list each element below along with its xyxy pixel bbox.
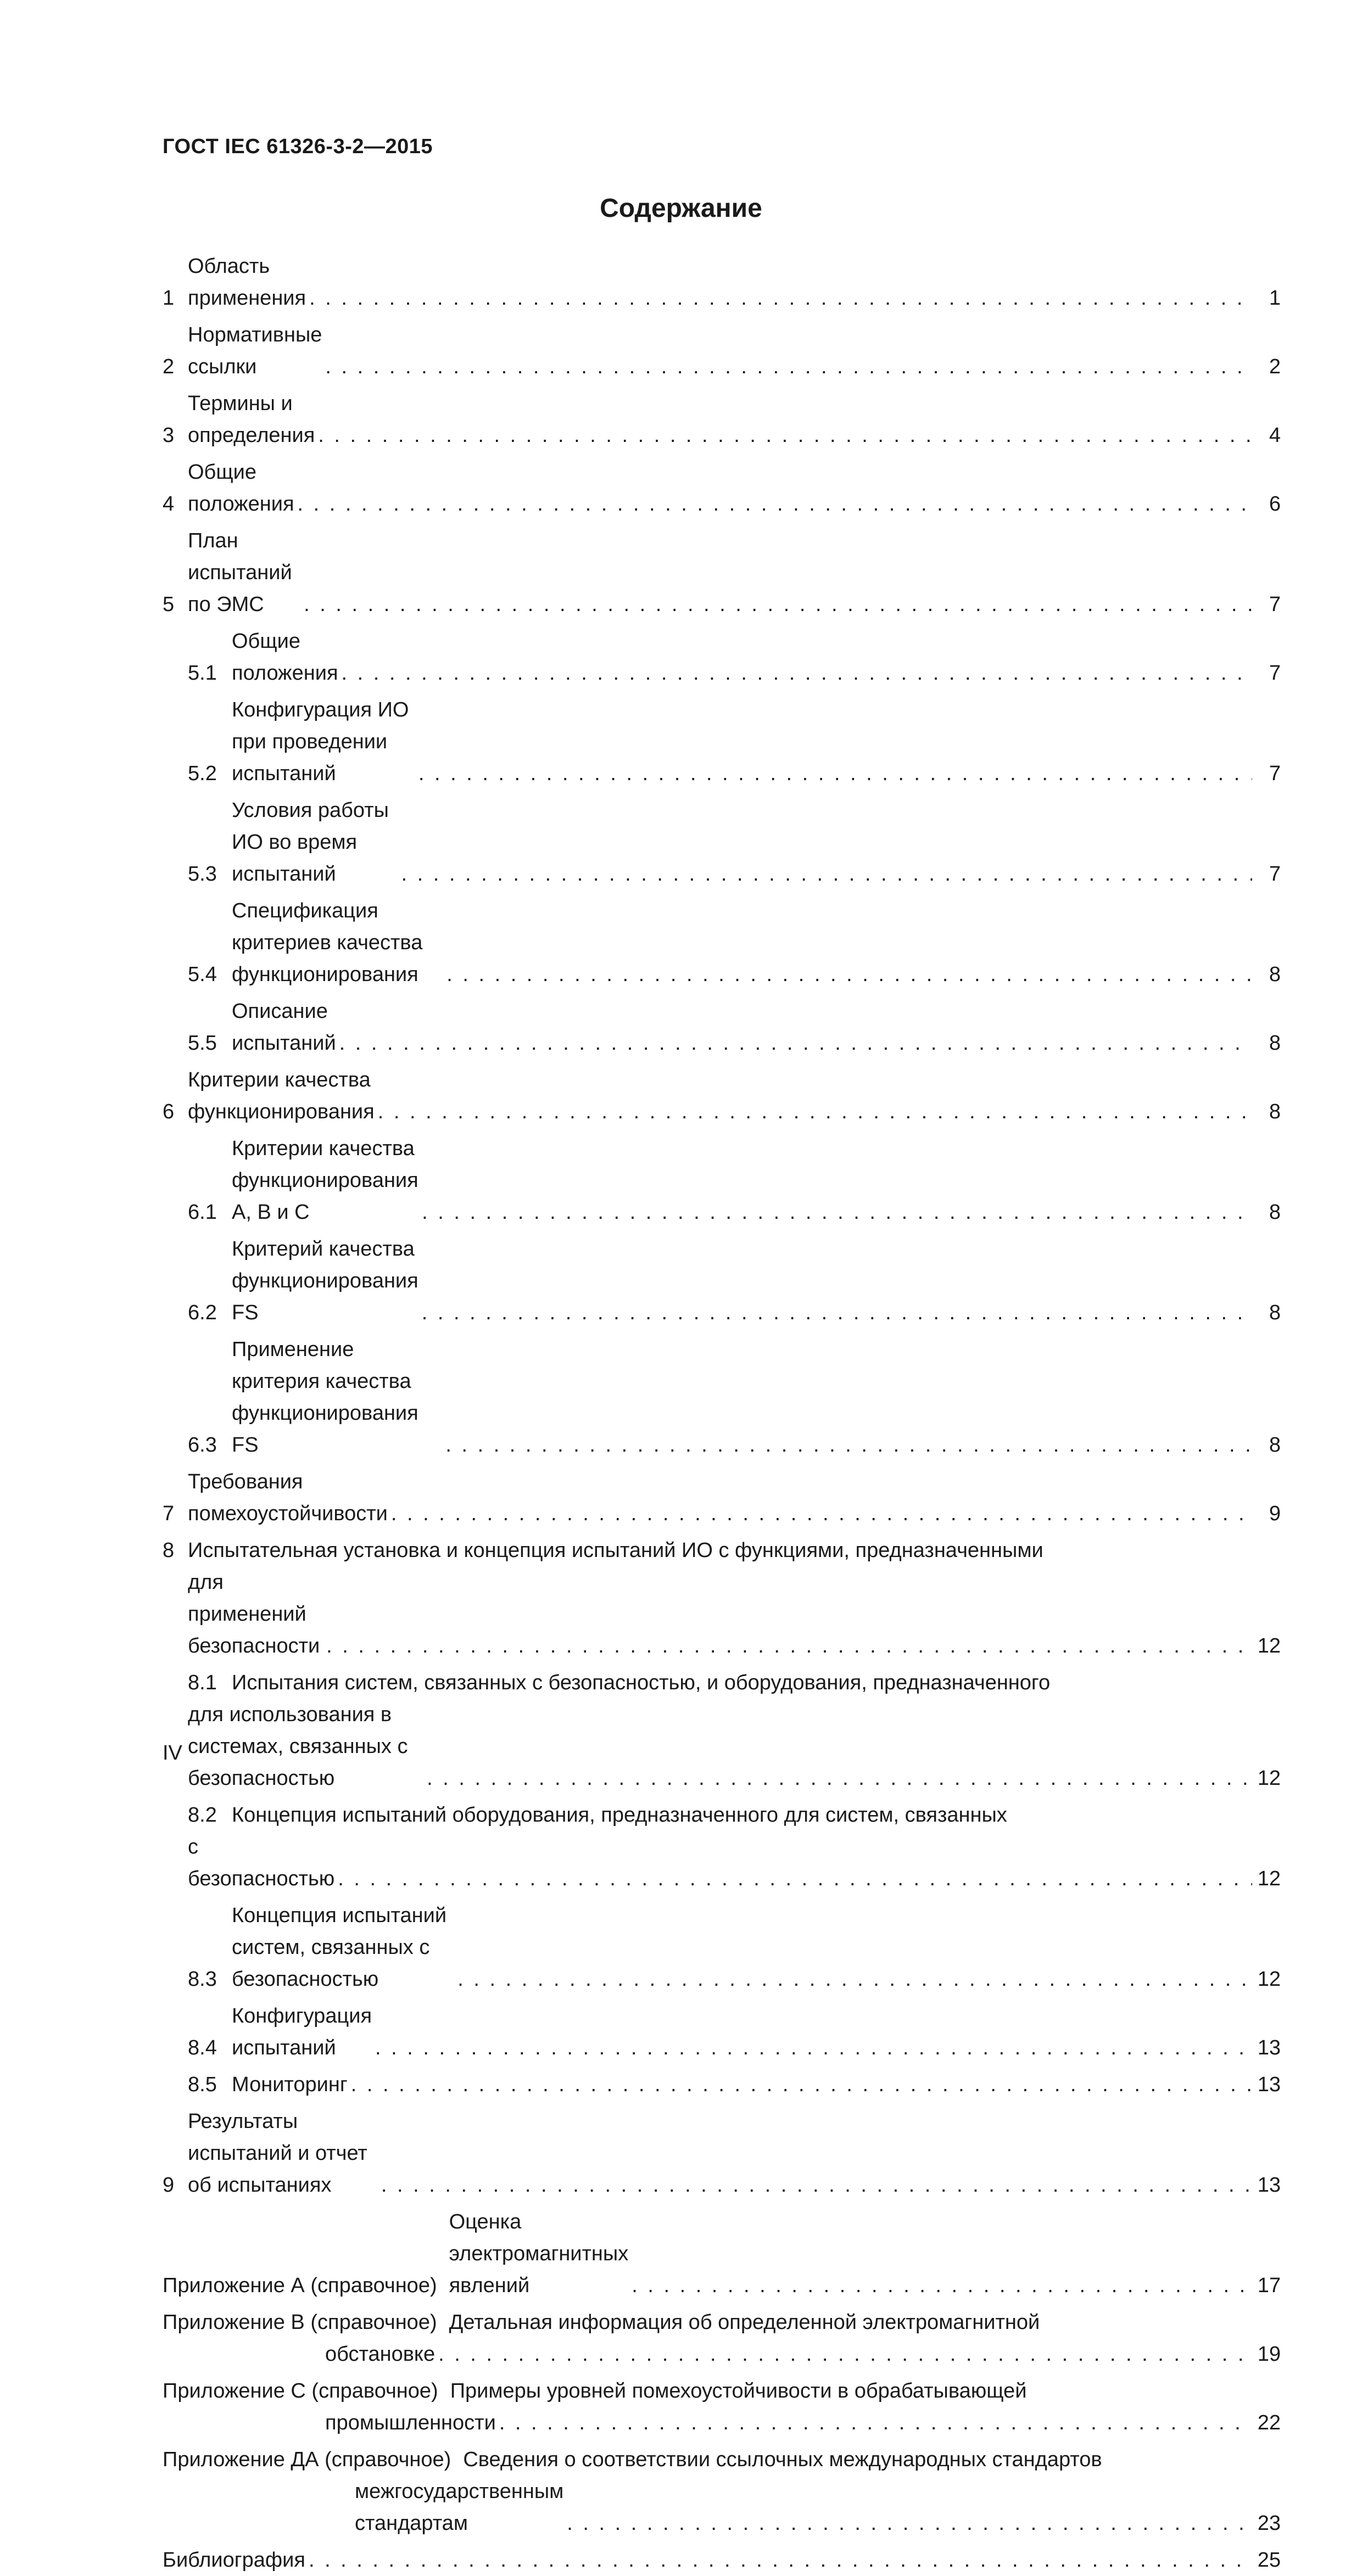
toc-entry-title: Условия работы ИО во время испытаний (232, 799, 389, 886)
toc-title: Содержание (600, 194, 762, 223)
toc-entry-title: План испытаний по ЭМС (188, 529, 292, 616)
toc-entry-bibliography[interactable] (163, 2544, 1281, 2576)
dot-leader (378, 1096, 1252, 1128)
annex-label: Приложение А (справочное) (163, 2274, 437, 2297)
dot-leader (567, 2507, 1252, 2539)
toc-entry[interactable] (163, 1133, 1281, 1228)
toc-entry[interactable] (163, 319, 1281, 383)
toc-entry-title: Концепция испытаний оборудования, предназначенного для систем, связанных (232, 1804, 1007, 1827)
toc-entry-number: 5.3 (188, 863, 217, 886)
toc-entry[interactable] (163, 694, 1281, 789)
toc-entry[interactable] (163, 2105, 1281, 2201)
dot-leader (298, 488, 1252, 520)
toc-entry-title: Детальная информация об определенной электромагнитной (449, 2311, 1040, 2334)
toc-entry-page: 8 (1269, 1100, 1281, 1123)
toc-entry-page: 7 (1269, 762, 1281, 785)
dot-leader (418, 758, 1252, 789)
toc-entry-title: Примеры уровней помехоустойчивости в обрабатывающей (450, 2379, 1027, 2403)
toc-entry-title-continued: для применений безопасности (188, 1571, 320, 1657)
dot-leader (427, 1762, 1252, 1794)
toc-entry-page: 8 (1269, 1032, 1281, 1055)
toc-entry-title: Мониторинг (232, 2073, 348, 2096)
dot-leader (422, 1297, 1252, 1329)
toc-entry-number: 5.2 (188, 762, 217, 785)
toc-entry[interactable] (163, 388, 1281, 451)
toc-entry-page: 22 (1257, 2411, 1281, 2434)
toc-entry-annex-c[interactable] (163, 2375, 1281, 2439)
toc-entry-title: Общие положения (232, 630, 338, 685)
dot-leader (342, 657, 1252, 689)
page-number: IV (163, 1741, 182, 1765)
table-of-contents (163, 250, 1281, 2576)
toc-entry-title-continued: обстановке (325, 2343, 436, 2366)
toc-entry-title: Нормативные ссылки (188, 323, 322, 378)
dot-leader (375, 2032, 1252, 2064)
toc-entry-number: 8.4 (188, 2036, 217, 2059)
toc-entry-title: Критерии качества функционирования А, В и С (232, 1137, 418, 1224)
toc-entry-title: Термины и определения (188, 392, 315, 447)
toc-entry[interactable] (163, 250, 1281, 314)
toc-entry-number: 9 (163, 2174, 175, 2197)
toc-entry-number: 5 (163, 593, 175, 616)
annex-label: Приложение С (справочное) (163, 2379, 438, 2403)
dot-leader (325, 351, 1252, 383)
toc-entry-annex-b[interactable] (163, 2306, 1281, 2370)
toc-entry[interactable] (163, 2069, 1281, 2101)
toc-entry-page: 6 (1269, 492, 1281, 516)
toc-entry-title: Область применения (188, 255, 306, 310)
toc-entry-page: 25 (1257, 2549, 1281, 2572)
toc-entry-title: Критерии качества функционирования (188, 1068, 375, 1123)
toc-entry-title-continued: межгосударственным стандартам (355, 2480, 564, 2535)
toc-entry-page: 12 (1257, 1867, 1281, 1890)
toc-entry-title: Испытания систем, связанных с безопасностью, и оборудования, предназначенного (232, 1671, 1051, 1694)
annex-label: Приложение В (справочное) (163, 2311, 437, 2334)
toc-entry-title: Конфигурация испытаний (232, 2004, 372, 2059)
dot-leader (318, 419, 1252, 451)
toc-entry[interactable] (163, 1900, 1281, 1995)
toc-entry[interactable] (163, 995, 1281, 1059)
toc-entry[interactable] (163, 525, 1281, 620)
toc-entry-page: 7 (1269, 662, 1281, 685)
toc-entry-title: Требования помехоустойчивости (188, 1470, 388, 1525)
toc-entry[interactable] (163, 1334, 1281, 1461)
toc-entry[interactable] (163, 456, 1281, 520)
toc-entry-number: 5.4 (188, 963, 217, 986)
toc-entry-page: 13 (1257, 2036, 1281, 2059)
toc-entry-title-continued: промышленности (325, 2411, 496, 2434)
dot-leader (326, 1630, 1252, 1662)
dot-leader (309, 282, 1252, 314)
toc-entry[interactable] (163, 1667, 1281, 1794)
toc-entry-number: 4 (163, 492, 175, 516)
dot-leader (309, 2544, 1252, 2576)
toc-entry-page: 2 (1269, 355, 1281, 378)
toc-entry[interactable] (163, 794, 1281, 890)
toc-entry[interactable] (163, 1064, 1281, 1128)
toc-entry-number: 7 (163, 1502, 175, 1525)
toc-entry-title: Библиография (163, 2549, 305, 2572)
toc-entry-annex-da[interactable] (163, 2444, 1281, 2539)
annex-label: Приложение ДА (справочное) (163, 2448, 451, 2471)
toc-entry-page: 4 (1269, 424, 1281, 447)
toc-entry-number: 8.1 (188, 1671, 217, 1694)
dot-leader (446, 959, 1252, 990)
toc-entry-number: 8.3 (188, 1968, 217, 1991)
toc-entry-title: Применение критерия качества функционирования FS (232, 1338, 418, 1457)
toc-entry[interactable] (163, 2000, 1281, 2064)
toc-entry-page: 7 (1269, 863, 1281, 886)
toc-entry-page: 8 (1269, 963, 1281, 986)
toc-entry-number: 8.5 (188, 2073, 217, 2096)
toc-entry-title: Сведения о соответствии ссылочных международных стандартов (463, 2448, 1102, 2471)
toc-entry-number: 2 (163, 355, 175, 378)
toc-entry-page: 8 (1269, 1201, 1281, 1224)
toc-entry-page: 17 (1257, 2274, 1281, 2297)
toc-entry[interactable] (163, 1233, 1281, 1329)
toc-entry-number: 6.1 (188, 1201, 217, 1224)
dot-leader (445, 1429, 1252, 1461)
toc-entry-page: 23 (1257, 2512, 1281, 2535)
toc-entry-title: Описание испытаний (232, 1000, 336, 1055)
toc-entry-page: 8 (1269, 1433, 1281, 1457)
toc-entry[interactable] (163, 1466, 1281, 1530)
toc-entry-number: 8.2 (188, 1804, 217, 1827)
toc-entry-number: 6.3 (188, 1433, 217, 1457)
dot-leader (499, 2407, 1252, 2439)
dot-leader (304, 589, 1252, 620)
toc-entry-title: Конфигурация ИО при проведении испытаний (232, 698, 409, 785)
toc-entry-title: Концепция испытаний систем, связанных с безопасностью (232, 1904, 447, 1991)
toc-entry[interactable] (163, 895, 1281, 990)
dot-leader (338, 1863, 1252, 1895)
toc-entry-title: Спецификация критериев качества функционирования (232, 899, 423, 986)
toc-entry-page: 1 (1269, 287, 1281, 310)
toc-entry-page: 9 (1269, 1502, 1281, 1525)
dot-leader (391, 1498, 1252, 1530)
dot-leader (351, 2069, 1252, 2101)
toc-entry-number: 6.2 (188, 1301, 217, 1324)
toc-entry-number: 6 (163, 1100, 175, 1123)
toc-entry-title: Критерий качества функционирования FS (232, 1237, 418, 1324)
toc-entry-title: Оценка электромагнитных явлений (449, 2210, 629, 2297)
toc-entry-page: 13 (1257, 2073, 1281, 2096)
toc-entry[interactable] (163, 1799, 1281, 1895)
toc-entry[interactable] (163, 1535, 1281, 1662)
toc-entry-title-continued: для использования в системах, связанных с безопасностью (188, 1703, 408, 1790)
toc-entry-page: 12 (1257, 1968, 1281, 1991)
dot-leader (381, 2169, 1252, 2201)
dot-leader (422, 1196, 1252, 1228)
toc-entry-page: 8 (1269, 1301, 1281, 1324)
toc-entry-number: 1 (163, 287, 175, 310)
toc-entry-number: 3 (163, 424, 175, 447)
toc-entry-page: 13 (1257, 2174, 1281, 2197)
toc-entry-page: 12 (1257, 1634, 1281, 1657)
toc-entry-number: 5.1 (188, 662, 217, 685)
toc-entry-title: Испытательная установка и концепция испытаний ИО с функциями, предназначенными (188, 1539, 1043, 1562)
toc-entry-page: 7 (1269, 593, 1281, 616)
toc-entry-title: Результаты испытаний и отчет об испытаниях (188, 2110, 367, 2197)
toc-entry-page: 12 (1257, 1767, 1281, 1790)
toc-entry-number: 5.5 (188, 1032, 217, 1055)
toc-entry-annex-a[interactable] (163, 2206, 1281, 2301)
dot-leader (457, 1963, 1252, 1995)
toc-entry-title-continued: с безопасностью (188, 1835, 335, 1890)
dot-leader (632, 2270, 1252, 2301)
dot-leader (401, 858, 1252, 890)
dot-leader (339, 1027, 1252, 1059)
toc-entry-title: Общие положения (188, 461, 294, 516)
dot-leader (438, 2338, 1252, 2370)
toc-entry-number: 8 (163, 1539, 175, 1562)
document-code: ГОСТ IEC 61326-3-2—2015 (163, 135, 433, 158)
toc-entry[interactable] (163, 625, 1281, 689)
toc-entry-page: 19 (1257, 2343, 1281, 2366)
